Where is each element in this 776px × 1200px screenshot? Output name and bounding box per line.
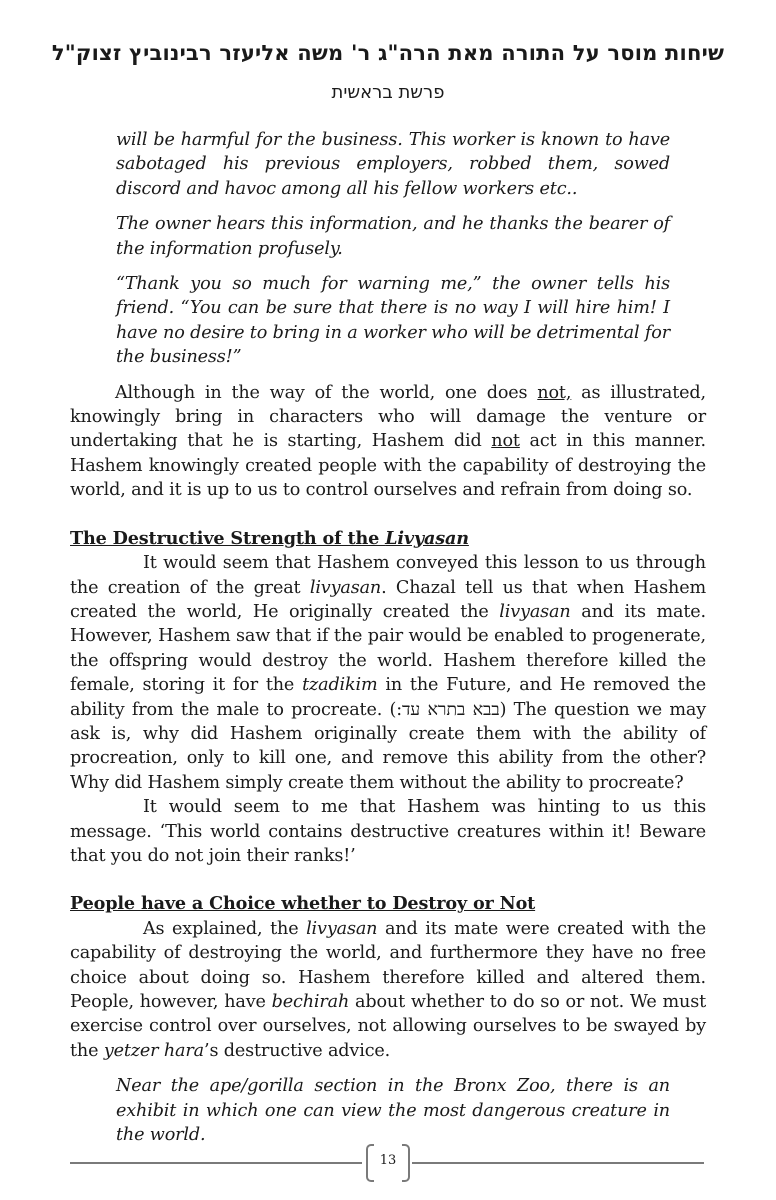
underlined-word: not,	[537, 382, 572, 403]
body-paragraph: It would seem to me that Hashem was hinting to us this message. ‘This world contains destructive creatures within it! Beware that you do not join their ranks!’	[70, 797, 706, 866]
underlined-word: not	[491, 431, 520, 452]
page-number-frame	[366, 1144, 410, 1180]
footer-rule-right	[412, 1162, 704, 1164]
section-heading: People have a Choice whether to Destroy or Not	[70, 893, 536, 915]
running-header-title: שיחות מוסר על התורה מאת הרה"ג ר' משה אליעזר רבינוביץ זצוק"ל	[51, 41, 725, 65]
quote-paragraph: The owner hears this information, and he thanks the bearer of the information profusely.	[116, 214, 670, 259]
running-header-parsha: פרשת בראשית	[331, 82, 445, 103]
page-number: 13	[379, 1153, 397, 1168]
body-paragraph: It would seem that Hashem conveyed this lesson to us through the creation of the great livyasan. Chazal tell us that when Hashem created the world, He originally created the livyasan and its mate. However, Hashem saw that if the pair would be enabled to progenerate, the offspring would destroy the world. Hashem therefore killed the female, storing it for the tzadikim in the Future, and He removed the ability from the male to procreate. (בבא בתרא עד:) The question we may ask is, why did Hashem originally create them with the ability of procreation, only to kill one, and remove this ability from the other? Why did Hashem simply create them without the ability to procreate?	[70, 553, 707, 793]
quote-paragraph: will be harmful for the business. This worker is known to have sabotaged his previous employers, robbed them, sowed discord and havoc among all his fellow workers etc..	[116, 130, 670, 199]
hebrew-citation: (בבא בתרא עד:)	[389, 699, 507, 720]
quote-paragraph: Near the ape/gorilla section in the Bronx Zoo, there is an exhibit in which one can view the most dangerous creature in the world.	[116, 1076, 670, 1146]
footer-rule-left	[70, 1162, 362, 1164]
quote-paragraph: “Thank you so much for warning me,” the owner tells his friend. “You can be sure that there is no way I will hire him! I have no desire to bring in a worker who will be detrimental for the business!”	[116, 274, 670, 368]
section-heading: The Destructive Strength of the Livyasan	[70, 527, 469, 549]
page-body	[70, 128, 706, 1147]
body-paragraph: Although in the way of the world, one does not, as illustrated, knowingly bring in characters who will damage the venture or undertaking that he is starting, Hashem did not act in this manner. Hashem knowingly created people with the capability of destroying the world, and it is up to us to control ourselves and refrain from doing so.	[70, 382, 706, 501]
body-paragraph: As explained, the livyasan and its mate were created with the capability of destroying the world, and furthermore they have no free choice about doing so. Hashem therefore killed and altered them. People, however, have bechirah about whether to do so or not. We must exercise control over ourselves, not allowing ourselves to be swayed by the yetzer hara’s destructive advice.	[70, 918, 706, 1061]
